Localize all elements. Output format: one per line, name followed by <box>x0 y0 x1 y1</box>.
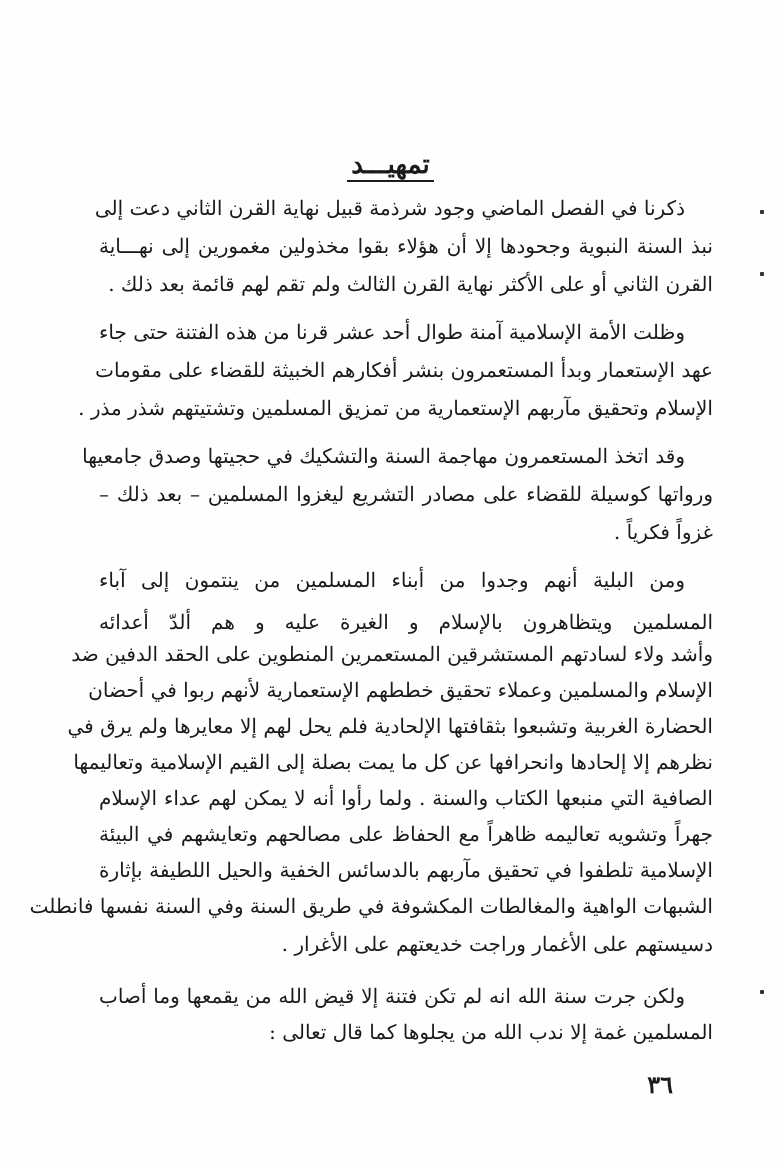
page-number: ٣٦ <box>647 1070 673 1099</box>
text-line: غزواً فكرياً . <box>613 520 713 544</box>
scan-speck <box>760 272 764 276</box>
text-line: ولكن جرت سنة الله انه لم تكن فتنة إلا قيض الله من يقمعها وما أصاب <box>99 984 685 1008</box>
text-line: القرن الثاني أو على الأكثر نهاية القرن الثالث ولم تقم لهم قائمة بعد ذلك . <box>108 272 713 296</box>
text-line: ومن البلية أنهم وجدوا من أبناء المسلمين من ينتمون إلى آباء <box>99 568 685 592</box>
text-line: المسلمين ويتظاهرون بالإسلام و الغيرة عليه و هم ألدّ أعدائه <box>99 610 713 634</box>
text-line: ورواتها كوسيلة للقضاء على مصادر التشريع ليغزوا المسلمين – بعد ذلك – <box>99 482 713 506</box>
text-line: وقد اتخذ المستعمرون مهاجمة السنة والتشكيك في حجيتها وصدق جامعيها <box>82 444 685 468</box>
title-text: تمهيـــد <box>347 150 434 182</box>
text-line: دسيستهم على الأغمار وراجت خديعتهم على الأغرار . <box>281 932 713 956</box>
text-line: الحضارة الغربية وتشبعوا بثقافتها الإلحادية فلم يحل لهم إلا معايرها ولم يرق في <box>67 714 713 738</box>
text-line: وظلت الأمة الإسلامية آمنة طوال أحد عشر قرنا من هذه الفتنة حتى جاء <box>99 320 685 344</box>
scan-speck <box>760 990 764 994</box>
text-line: المسلمين غمة إلا ندب الله من يجلوها كما قال تعالى : <box>269 1020 713 1044</box>
text-line: الصافية التي منبعها الكتاب والسنة . ولما رأوا أنه لا يمكن لهم عداء الإسلام <box>99 786 713 810</box>
scan-speck <box>760 210 764 214</box>
text-line: جهراً وتشويه تعاليمه ظاهراً مع الحفاظ على مصالحهم وتعايشهم في البيئة <box>99 822 713 846</box>
page-title <box>0 150 781 182</box>
text-line: نظرهم إلا إلحادها وانحرافها عن كل ما يمت بصلة إلى القيم الإسلامية وتعاليمها <box>73 750 713 774</box>
text-line: ذكرنا في الفصل الماضي وجود شرذمة قبيل نهاية القرن الثاني دعت إلى <box>94 196 685 220</box>
text-line: الإسلامية تلطفوا في تحقيق مآربهم بالدسائس الخفية والحيل اللطيفة بإثارة <box>99 858 713 882</box>
text-line: الشبهات الواهية والمغالطات المكشوفة في طريق السنة وفي السنة نفسها فانطلت <box>29 894 713 918</box>
text-line: الإسلام والمسلمين وعملاء تحقيق خططهم الإستعمارية لأنهم ربوا في أحضان <box>88 678 713 702</box>
text-line: نبذ السنة النبوية وجحودها إلا أن هؤلاء بقوا مخذولين مغمورين إلى نهـــاية <box>99 234 713 258</box>
text-line: عهد الإستعمار وبدأ المستعمرون بنشر أفكارهم الخبيثة للقضاء على مقومات <box>95 358 713 382</box>
text-line: وأشد ولاء لسادتهم المستشرقين المستعمرين المنطوين على الحقد الدفين ضد <box>71 642 713 666</box>
text-line: الإسلام وتحقيق مآربهم الإستعمارية من تمزيق المسلمين وتشتيتهم شذر مذر . <box>78 396 713 420</box>
